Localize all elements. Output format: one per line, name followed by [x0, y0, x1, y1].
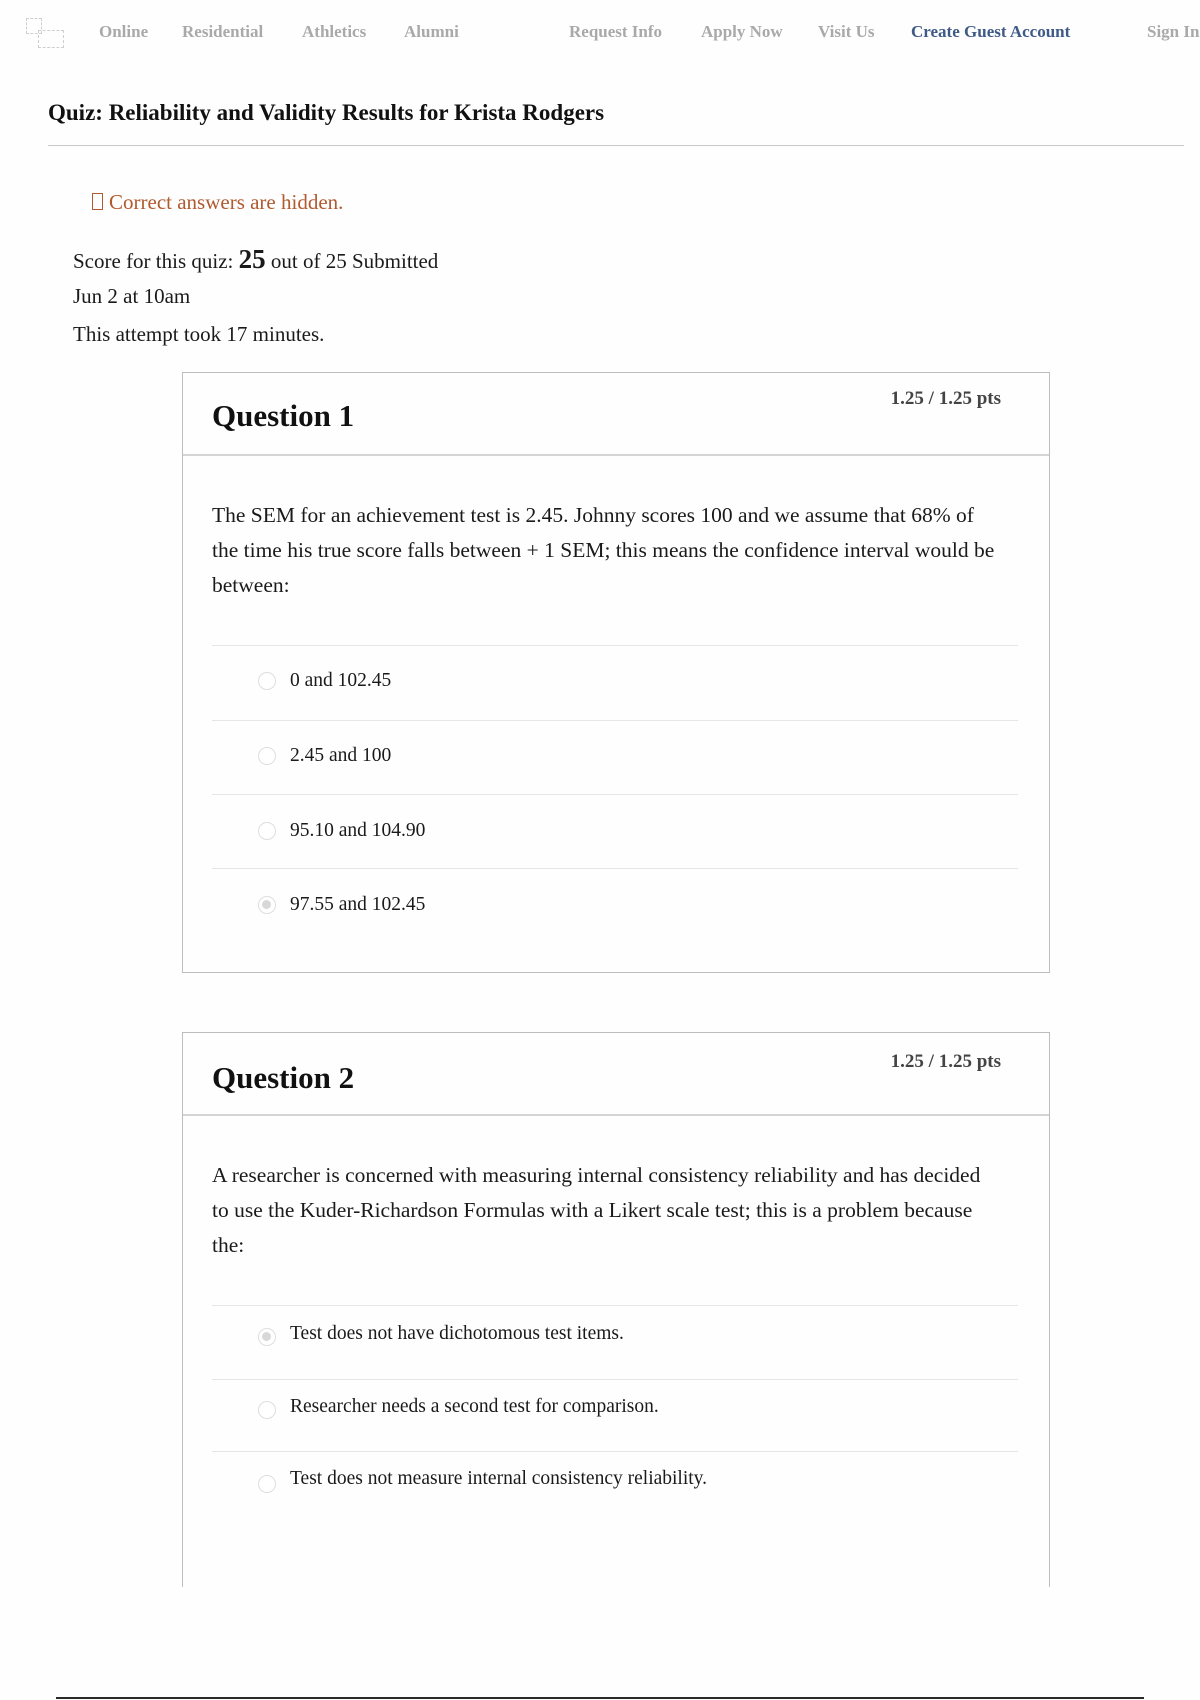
notice-text: Correct answers are hidden. — [109, 190, 344, 214]
answer-divider — [212, 645, 1018, 646]
nav-link-athletics[interactable]: Athletics — [302, 22, 367, 41]
radio-button[interactable] — [258, 822, 276, 840]
warning-icon — [92, 193, 103, 210]
answer-label: Researcher needs a second test for comparison. — [290, 1396, 659, 1417]
score-line — [73, 244, 438, 275]
answer-label: 2.45 and 100 — [290, 745, 392, 766]
question-points: 1.25 / 1.25 pts — [890, 1051, 1001, 1072]
answer-divider — [212, 794, 1018, 795]
nav-link-residential[interactable]: Residential — [182, 22, 264, 41]
university-logo-icon[interactable] — [24, 16, 70, 52]
page-title: Quiz: Reliability and Validity Results for Krista Rodgers — [48, 100, 605, 125]
page-footer-rule — [56, 1697, 1144, 1699]
question-title: Question 2 — [212, 1060, 355, 1095]
sign-in-link[interactable]: Sign In — [1147, 22, 1200, 41]
score-suffix: out of 25 Submitted — [270, 249, 439, 273]
nav-link-online[interactable]: Online — [99, 22, 149, 41]
question-text: A researcher is concerned with measuring internal consistency reliability and has decided to use the Kuder-Richardson Formulas with a Likert scale test; this is a problem because the: — [212, 1163, 981, 1257]
answer-label: 95.10 and 104.90 — [290, 820, 426, 841]
question-header — [183, 373, 1049, 456]
answer-label: Test does not measure internal consistency reliability. — [290, 1468, 708, 1489]
radio-button-selected[interactable] — [258, 1328, 276, 1346]
answer-divider — [212, 720, 1018, 721]
answer-divider — [212, 868, 1018, 869]
radio-button[interactable] — [258, 672, 276, 690]
question-card-2 — [182, 1032, 1050, 1587]
score-value: 25 — [238, 244, 266, 274]
score-label: Score for this quiz: — [73, 249, 234, 273]
title-divider — [48, 145, 1184, 146]
answer-divider — [212, 1451, 1018, 1452]
logo-mark-part — [38, 30, 64, 48]
question-title: Question 1 — [212, 398, 355, 433]
answer-divider — [212, 1379, 1018, 1380]
visit-us-link[interactable]: Visit Us — [818, 22, 875, 41]
top-navigation — [0, 0, 1200, 66]
question-header — [183, 1033, 1049, 1116]
radio-button-selected[interactable] — [258, 896, 276, 914]
create-guest-account-link[interactable]: Create Guest Account — [911, 22, 1071, 41]
attempt-duration: This attempt took 17 minutes. — [73, 322, 325, 346]
radio-button[interactable] — [258, 747, 276, 765]
apply-now-link[interactable]: Apply Now — [701, 22, 783, 41]
answer-divider — [212, 1305, 1018, 1306]
submitted-date: Jun 2 at 10am — [73, 284, 191, 308]
answers-hidden-notice — [92, 190, 343, 215]
question-card-1 — [182, 372, 1050, 973]
nav-link-alumni[interactable]: Alumni — [404, 22, 459, 41]
radio-button[interactable] — [258, 1401, 276, 1419]
question-text: The SEM for an achievement test is 2.45. Johnny scores 100 and we assume that 68% of the time his true score falls between + 1 SEM; this means the confidence interval would be between: — [212, 503, 995, 597]
question-points: 1.25 / 1.25 pts — [890, 388, 1001, 409]
answer-label: 0 and 102.45 — [290, 670, 392, 691]
answer-label: 97.55 and 102.45 — [290, 894, 426, 915]
radio-button[interactable] — [258, 1475, 276, 1493]
answer-label: Test does not have dichotomous test items. — [290, 1323, 624, 1344]
request-info-link[interactable]: Request Info — [569, 22, 663, 41]
